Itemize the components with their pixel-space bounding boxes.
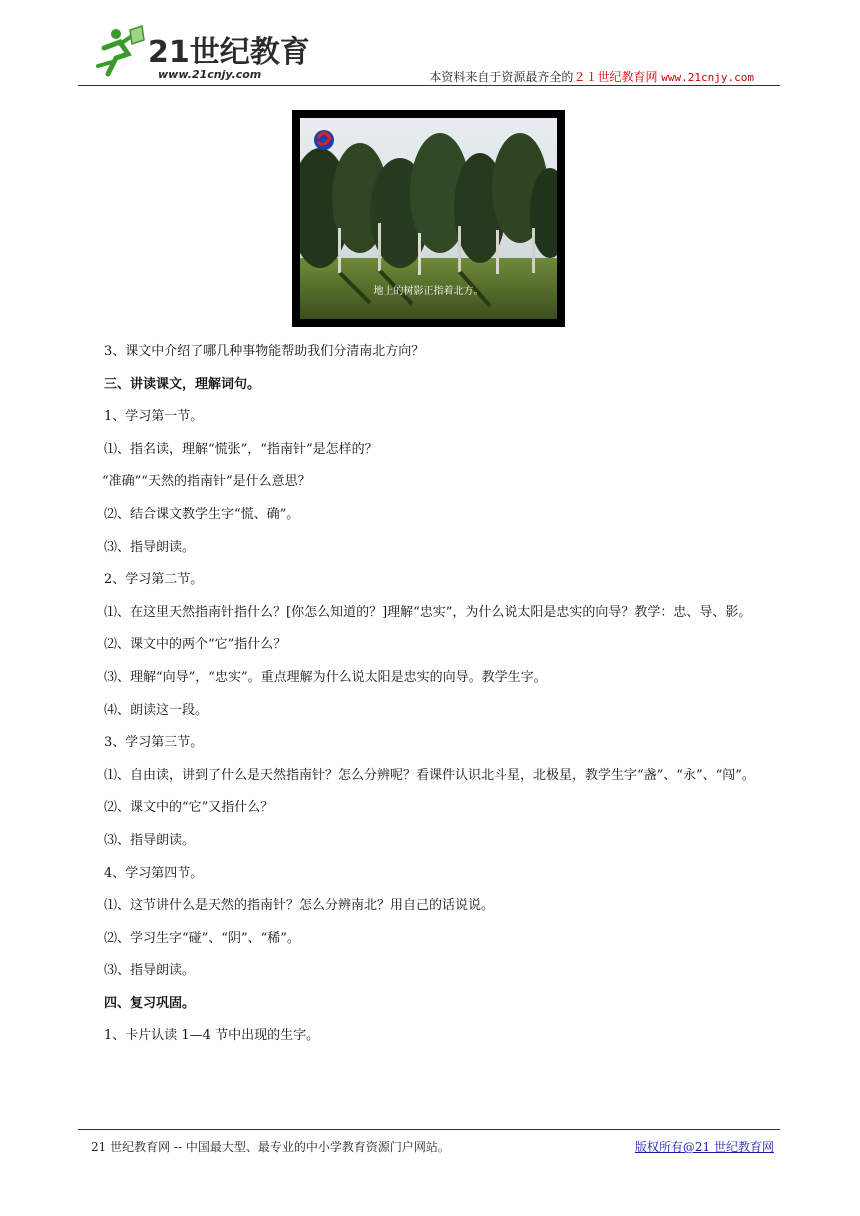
footer-copyright-link[interactable]: 版权所有@21 世纪教育网 <box>634 1140 774 1154</box>
header-note-site[interactable]: ２１世纪教育网 <box>573 70 658 84</box>
footer-divider <box>78 1129 780 1130</box>
lesson-paragraph: 3、学习第三节。 <box>104 735 204 751</box>
lesson-paragraph: ⑶、指导朗读。 <box>104 832 196 848</box>
lesson-paragraph: ⑵、课文中的“它”又指什么？ <box>104 800 274 816</box>
lesson-paragraph: ⑶、理解“向导”，“忠实”。重点理解为什么说太阳是忠实的向导。教学生字。 <box>104 669 547 685</box>
site-logo[interactable] <box>86 22 316 82</box>
lesson-paragraph: ⑴、这节讲什么是天然的指南针？怎么分辨南北？用自己的话说说。 <box>104 898 495 914</box>
header-divider <box>78 85 780 86</box>
logo-url: www.21cnjy.com <box>158 68 262 81</box>
logo-wordmark: 21世纪教育 <box>148 35 310 70</box>
lesson-paragraph: 1、学习第一节。 <box>104 409 204 425</box>
figure-caption: 地上的树影正指着北方。 <box>373 286 484 297</box>
lesson-paragraph: 1、卡片认读 1—4 节中出现的生字。 <box>104 1028 320 1044</box>
lesson-paragraph: ⑵、课文中的两个“它”指什么？ <box>104 637 287 653</box>
header-note-prefix: 本资料来自于资源最齐全的 <box>429 70 574 84</box>
lesson-paragraph: ⑶、指导朗读。 <box>104 963 196 979</box>
lesson-paragraph: “准确”“天然的指南针”是什么意思？ <box>102 474 311 490</box>
video-still-figure <box>292 110 565 327</box>
page-header <box>78 20 780 86</box>
header-note-url[interactable]: www.21cnjy.com <box>661 71 754 84</box>
lesson-paragraph: ⑴、自由读，讲到了什么是天然指南针？怎么分辨呢？看课件认识北斗星，北极星，教学生字“盏”、“永”、“闯”。 <box>104 767 755 783</box>
lesson-paragraph: 4、学习第四节。 <box>104 865 204 881</box>
lesson-paragraph: ⑵、结合课文教学生字“慌、确”。 <box>104 506 300 522</box>
lesson-paragraph: ⑴、指名读，理解“慌张”，“指南针”是怎样的？ <box>104 441 378 457</box>
footer-site-description: 21 世纪教育网 -- 中国最大型、最专业的中小学教育资源门户网站。 <box>91 1140 450 1154</box>
forest-image <box>300 118 557 319</box>
header-source-note <box>429 68 754 85</box>
lesson-paragraph: 2、学习第二节。 <box>104 572 204 588</box>
lesson-paragraph: ⑴、在这里天然指南针指什么？[你怎么知道的？]理解“忠实”，为什么说太阳是忠实的向导？教学：忠、导、影。 <box>104 604 752 620</box>
lesson-paragraph: ⑵、学习生字“碰”、“阴”、“稀”。 <box>104 930 300 946</box>
lesson-content <box>78 342 780 1059</box>
lesson-paragraph: ⑶、指导朗读。 <box>104 539 196 555</box>
section-heading: 三、讲读课文，理解词句。 <box>104 376 261 392</box>
lesson-paragraph: ⑷、朗读这一段。 <box>104 702 209 718</box>
section-heading: 四、复习巩固。 <box>104 995 196 1011</box>
lesson-paragraph: 3、课文中介绍了哪几种事物能帮助我们分清南北方向？ <box>104 344 425 359</box>
